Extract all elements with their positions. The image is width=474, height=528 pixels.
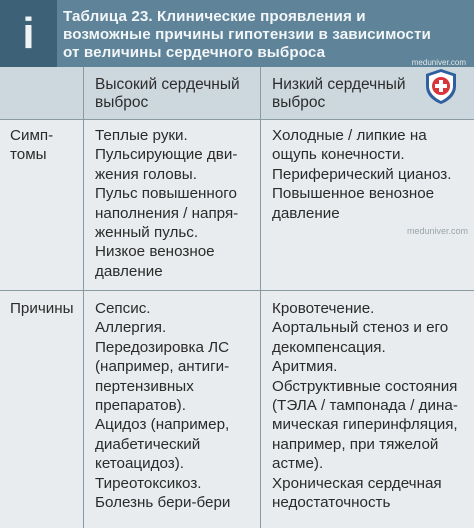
site-label: meduniver.com [411,58,466,67]
column-divider-1 [83,67,84,528]
row-label-symptoms: Симп- томы [10,127,54,164]
table-header-bar [0,0,474,67]
column-divider-2 [260,67,261,528]
cell-symptoms-low-output: Холодные / липкие на ощупь конечности. Периферический цианоз. Повышенное венозное давление [272,127,452,222]
medical-shield-logo-icon [423,67,459,105]
header-row-divider [0,119,474,120]
cell-causes-low-output: Кровотечение. Аортальный стеноз и его декомпенсация. Аритмия. Обструктивные состояния (ТЭЛА / тампонада / дина- мическая гиперинфляция, например, при тяжелой астме). Хроническая сердечная недостаточность [272,300,458,512]
column-header-high-output: Высокий сердечный выброс [95,76,240,111]
row-label-causes: Причины [10,300,74,317]
column-header-low-output: Низкий сердечный выброс [272,76,406,111]
column-header-row [0,67,474,119]
watermark: meduniver.com [406,226,468,236]
cell-causes-high-output: Сепсис. Аллергия. Передозировка ЛС (например, антиги- пертензивных препаратов). Ацидоз (например, диабетический кетоацидоз). Тиреотоксикоз. Болезнь бери-бери [95,300,231,512]
cell-symptoms-high-output: Теплые руки. Пульсирующие дви- жения головы. Пульс повышенного наполнения / напря- женный пульс. Низкое венозное давление [95,127,239,280]
info-icon-glyph: i [22,8,35,58]
table-title: Таблица 23. Клинические проявления и возможные причины гипотензии в зависимости от величины сердечного выброса [63,8,431,61]
info-icon [0,0,57,67]
row-divider [0,290,474,291]
